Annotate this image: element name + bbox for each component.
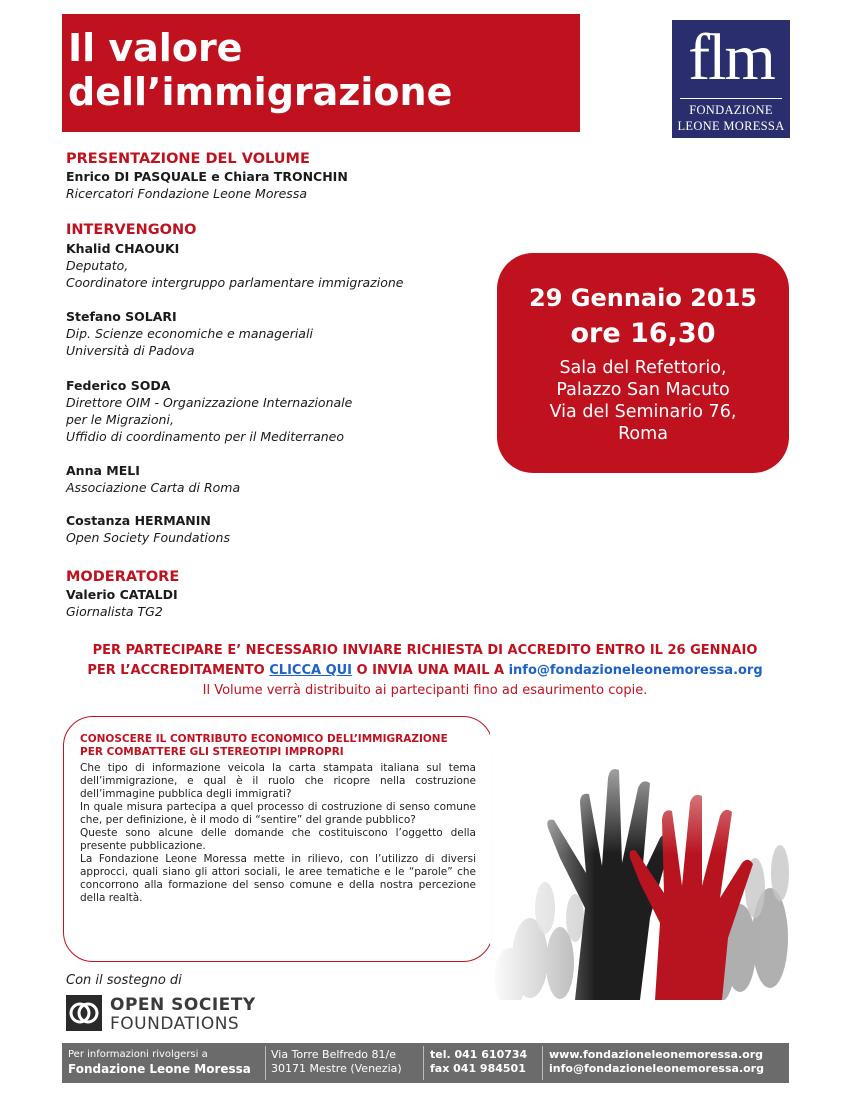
flm-logo [672, 20, 790, 138]
distribution-note: Il Volume verrà distribuito ai partecipanti fino ad esaurimento copie. [202, 683, 648, 698]
event-venue-line: Sala del Refettorio, [559, 358, 727, 378]
event-venue-line: Palazzo San Macuto [556, 380, 730, 400]
open-society-logo-icon [66, 995, 102, 1031]
speaker-role-line: Direttore OIM - Organizzazione Internazionale [66, 395, 353, 410]
title-line-2: dell’immigrazione [68, 70, 453, 114]
moderator-heading: MODERATORE [66, 569, 180, 585]
footer-fax: fax 041 984501 [430, 1062, 526, 1075]
moderator-section [66, 568, 486, 620]
speaker-name: Costanza HERMANIN [66, 513, 211, 528]
event-date-box [497, 253, 789, 473]
speaker-role-line: Coordinatore intergruppo parlamentare immigrazione [66, 275, 404, 290]
description-heading [80, 733, 476, 759]
footer-org: Fondazione Leone Moressa [68, 1062, 251, 1076]
description-box [63, 716, 493, 962]
sponsor-name-line-2: FOUNDATIONS [110, 1014, 240, 1034]
accreditation-notice: PER PARTECIPARE E’ NECESSARIO INVIARE RICHIESTA DI ACCREDITO ENTRO IL 26 GENNAIO [92, 643, 758, 658]
moderator-role: Giornalista TG2 [66, 604, 163, 619]
sponsor-name-line-1: OPEN SOCIETY [110, 995, 256, 1015]
speaker-role-line: per le Migrazioni, [66, 412, 174, 427]
accreditation-prefix: PER L’ACCREDITAMENTO [87, 663, 270, 678]
sponsor-label: Con il sostegno di [66, 973, 182, 988]
speaker-role-line: Associazione Carta di Roma [66, 480, 241, 495]
speaker-role-line: Università di Padova [66, 343, 195, 358]
logo-name-line-1: FONDAZIONE [689, 103, 773, 117]
speaker-role-line: Uffidio di coordinamento per il Mediterraneo [66, 429, 344, 444]
description-heading-line: PER COMBATTERE GLI STEREOTIPI IMPROPRI [80, 746, 344, 758]
footer-info-label: Per informazioni rivolgersi a [68, 1049, 208, 1060]
description-paragraph: Queste sono alcune delle domande che costituiscono l’oggetto della presente pubblicazione. [80, 827, 476, 852]
description-paragraph: Che tipo di informazione veicola la carta stampata italiana sul tema dell’immigrazione, e qual è il ruolo che ricopre nella costruzione dell’immagine pubblica degli immigrati? [80, 762, 476, 800]
accreditation-instructions [0, 661, 850, 681]
footer-divider [542, 1046, 543, 1080]
footer-phone [430, 1043, 540, 1083]
footer-address-line: Via Torre Belfredo 81/e [271, 1048, 397, 1061]
footer-tel: tel. 041 610734 [430, 1048, 528, 1061]
footer-divider [265, 1046, 266, 1080]
speaker-name: Federico SODA [66, 378, 171, 393]
speaker-role-line: Deputato, [66, 258, 129, 273]
click-here-link[interactable]: CLICCA QUI [269, 663, 353, 678]
description-paragraph: In quale misura partecipa a quel processo di costruzione di senso comune che, per definizione, è il modo di “sentire” del grande pubblico? [80, 801, 476, 826]
speaker-role-line: Open Society Foundations [66, 530, 230, 545]
description-paragraph: La Fondazione Leone Moressa mette in rilievo, con l’utilizzo di diversi approcci, quali siano gli attori sociali, le aree tematiche e le “parole” che concorrono alla formazione del senso comune e della nostra percezione della realtà. [80, 853, 476, 904]
speaker-item [66, 240, 486, 291]
footer-address [271, 1043, 421, 1083]
footer-contact-bar [62, 1043, 789, 1083]
speaker-item [66, 512, 486, 546]
footer-address-line: 30171 Mestre (Venezia) [271, 1062, 402, 1075]
footer-email-link[interactable]: info@fondazioneleonemoressa.org [549, 1062, 764, 1075]
event-venue-line: Roma [618, 424, 668, 444]
speaker-item [66, 308, 486, 359]
speaker-role-line: Dip. Scienze economiche e manageriali [66, 326, 313, 341]
speaker-item [66, 377, 486, 445]
speaker-item [66, 462, 486, 496]
description-body [80, 762, 476, 905]
speaker-name: Anna MELI [66, 463, 140, 478]
contact-email-link[interactable]: info@fondazioneleonemoressa.org [508, 663, 763, 678]
presentation-role: Ricercatori Fondazione Leone Moressa [66, 186, 307, 201]
accreditation-middle: O INVIA UNA MAIL A [352, 663, 509, 678]
speakers-section [66, 221, 486, 239]
logo-divider [680, 98, 782, 99]
title-line-1: Il valore [68, 26, 243, 70]
speakers-heading: INTERVENGONO [66, 222, 197, 238]
event-date: 29 Gennaio 2015 [529, 284, 757, 312]
speaker-name: Stefano SOLARI [66, 309, 177, 324]
moderator-name: Valerio CATALDI [66, 587, 178, 602]
event-venue-line: Via del Seminario 76, [549, 402, 737, 422]
description-heading-line: CONOSCERE IL CONTRIBUTO ECONOMICO DELL’IMMIGRAZIONE [80, 733, 448, 745]
footer-info [68, 1043, 264, 1083]
presentation-section [66, 150, 486, 202]
speaker-name: Khalid CHAOUKI [66, 241, 180, 256]
logo-mark: flm [688, 21, 774, 94]
footer-web [549, 1043, 785, 1083]
presentation-authors: Enrico DI PASQUALE e Chiara TRONCHIN [66, 169, 348, 184]
event-time: ore 16,30 [570, 318, 716, 349]
footer-website-link[interactable]: www.fondazioneleonemoressa.org [549, 1048, 763, 1061]
logo-name-line-2: LEONE MORESSA [677, 119, 785, 133]
footer-divider [423, 1046, 424, 1080]
hands-illustration [490, 708, 790, 1000]
page-title [68, 26, 452, 114]
presentation-heading: PRESENTAZIONE DEL VOLUME [66, 151, 310, 167]
